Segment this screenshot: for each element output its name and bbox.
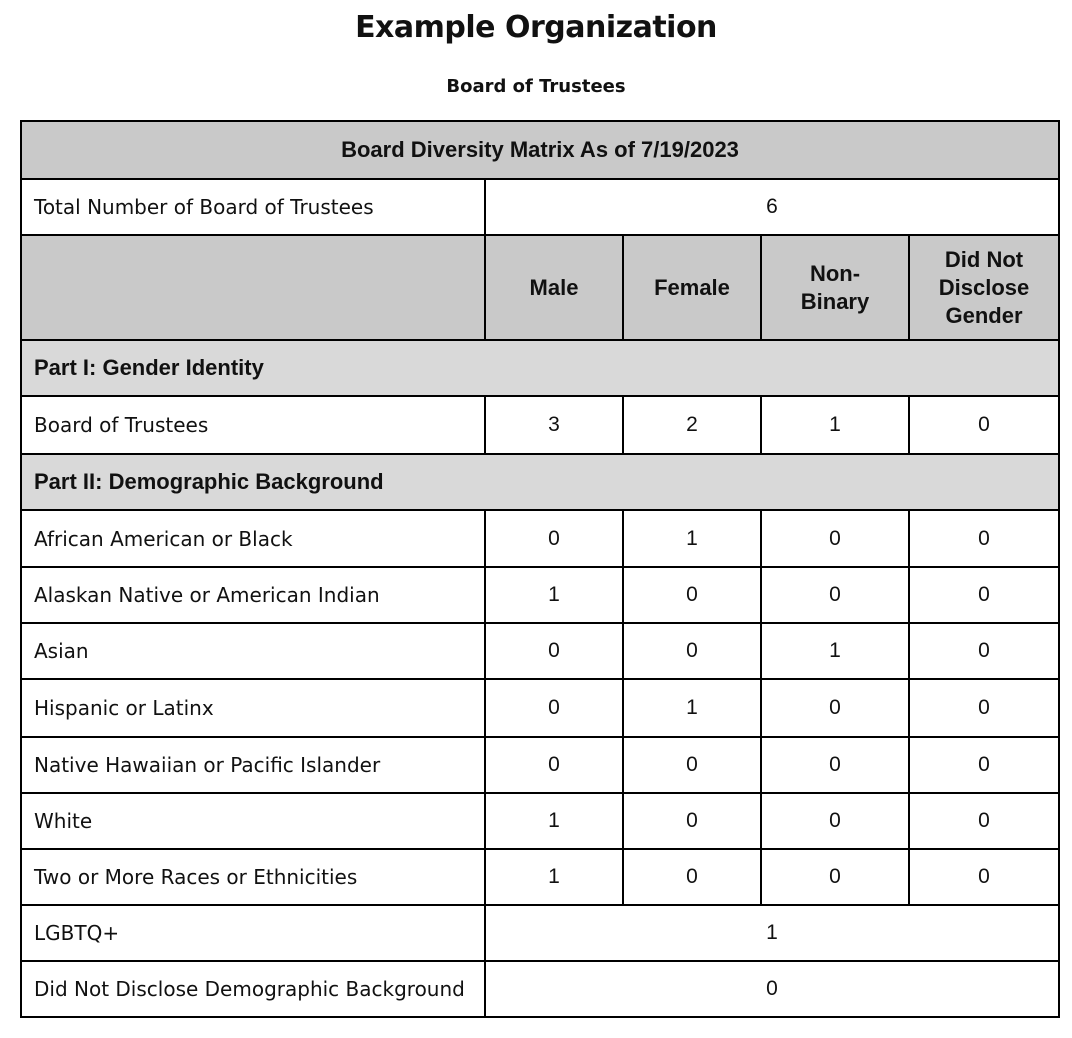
lgbtq-value: 1 [485,905,1059,961]
cell-male: 1 [485,567,623,623]
cell-non-binary: 0 [761,567,909,623]
undisclosed-demographic-label: Did Not Disclose Demographic Background [21,961,485,1017]
cell-male: 0 [485,623,623,679]
cell-did-not-disclose: 0 [909,623,1059,679]
table-row [21,396,1059,454]
cell-non-binary: 0 [761,793,909,849]
row-label: Hispanic or Latinx [21,679,485,737]
header-blank-cell [21,235,485,340]
column-header-male: Male [485,235,623,340]
row-label: Alaskan Native or American Indian [21,567,485,623]
undisclosed-demographic-value: 0 [485,961,1059,1017]
cell-female: 0 [623,567,761,623]
cell-did-not-disclose: 0 [909,793,1059,849]
table-row [21,567,1059,623]
page-subtitle: Board of Trustees [446,76,626,97]
row-label: Board of Trustees [21,396,485,454]
lgbtq-row [21,905,1059,961]
cell-female: 0 [623,849,761,905]
cell-female: 0 [623,793,761,849]
section-row [21,454,1059,510]
total-row [21,179,1059,235]
row-label: Two or More Races or Ethnicities [21,849,485,905]
cell-did-not-disclose: 0 [909,510,1059,567]
cell-did-not-disclose: 0 [909,737,1059,793]
cell-male: 3 [485,396,623,454]
table-row [21,793,1059,849]
cell-non-binary: 1 [761,396,909,454]
row-label: White [21,793,485,849]
cell-did-not-disclose: 0 [909,396,1059,454]
cell-female: 0 [623,623,761,679]
cell-did-not-disclose: 0 [909,679,1059,737]
page-title: Example Organization [355,10,717,45]
cell-non-binary: 0 [761,679,909,737]
row-label: African American or Black [21,510,485,567]
cell-female: 0 [623,737,761,793]
matrix-title-row [21,121,1059,179]
column-header-did-not-disclose-gender: Did Not Disclose Gender [909,235,1059,340]
board-diversity-matrix [20,120,1060,1018]
section-row [21,340,1059,396]
cell-male: 1 [485,793,623,849]
row-label: Asian [21,623,485,679]
cell-female: 2 [623,396,761,454]
section-heading-demographic-background: Part II: Demographic Background [21,454,1059,510]
section-heading-gender-identity: Part I: Gender Identity [21,340,1059,396]
gender-header-row [21,235,1059,340]
table-row [21,623,1059,679]
cell-female: 1 [623,679,761,737]
cell-male: 0 [485,679,623,737]
cell-did-not-disclose: 0 [909,567,1059,623]
table-row [21,679,1059,737]
cell-did-not-disclose: 0 [909,849,1059,905]
cell-non-binary: 0 [761,849,909,905]
cell-non-binary: 0 [761,737,909,793]
cell-female: 1 [623,510,761,567]
table-row [21,510,1059,567]
column-header-non-binary: Non- Binary [761,235,909,340]
table-row [21,849,1059,905]
column-header-female: Female [623,235,761,340]
cell-non-binary: 0 [761,510,909,567]
total-label: Total Number of Board of Trustees [21,179,485,235]
matrix-title: Board Diversity Matrix As of 7/19/2023 [21,121,1059,179]
cell-male: 0 [485,737,623,793]
cell-male: 0 [485,510,623,567]
lgbtq-label: LGBTQ+ [21,905,485,961]
cell-male: 1 [485,849,623,905]
row-label: Native Hawaiian or Pacific Islander [21,737,485,793]
table-row [21,737,1059,793]
cell-non-binary: 1 [761,623,909,679]
undisclosed-demographic-row [21,961,1059,1017]
total-value: 6 [485,179,1059,235]
